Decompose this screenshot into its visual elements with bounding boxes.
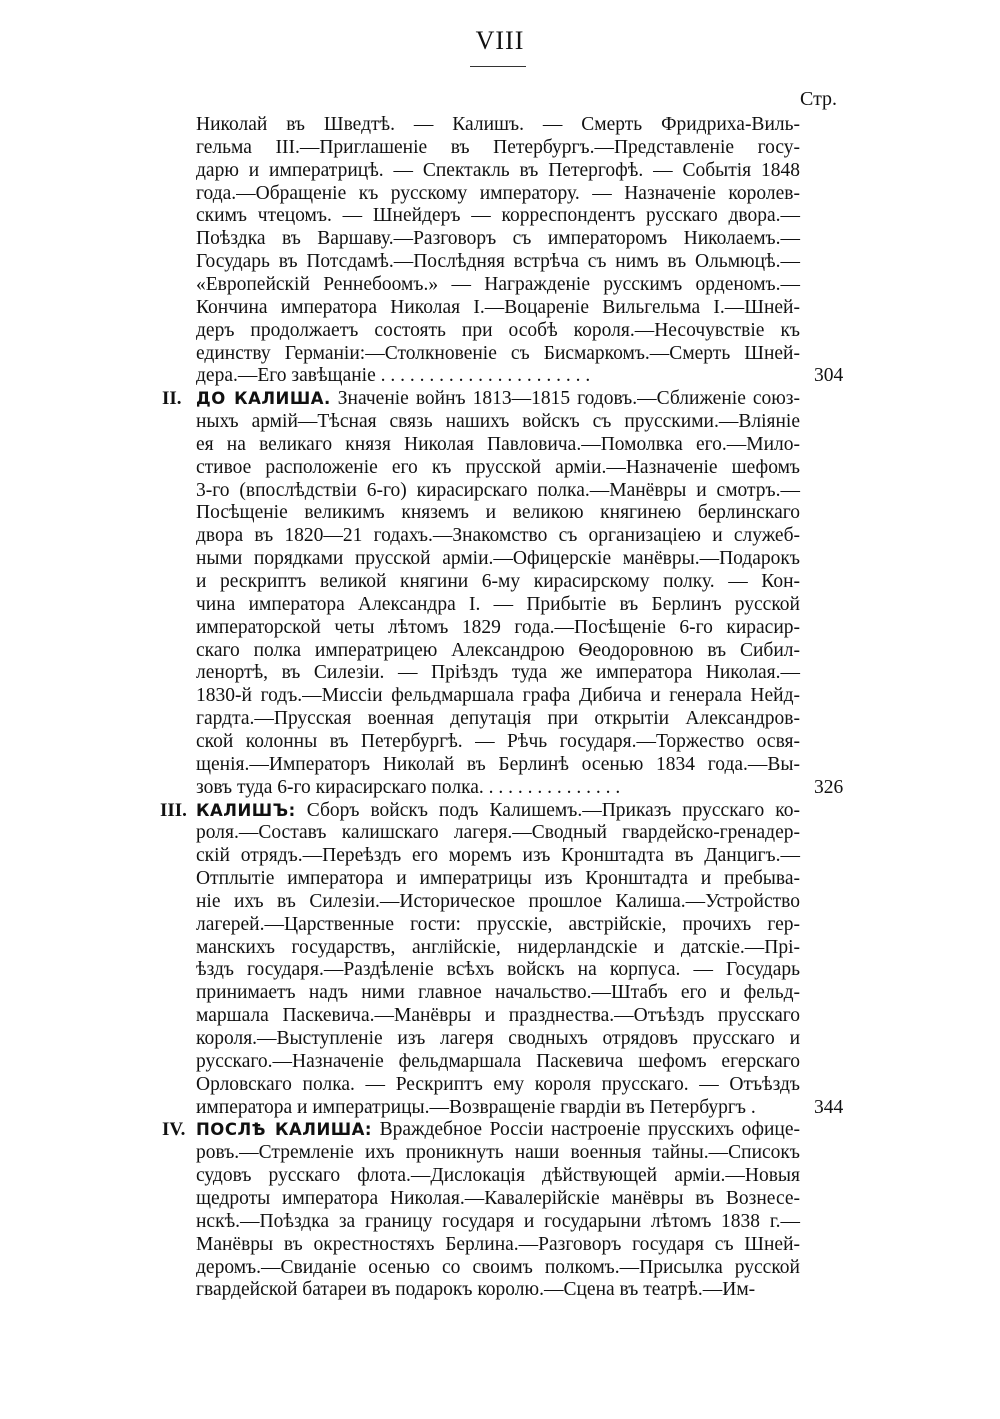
toc-line-text: принимаетъ надъ ними главное начальство.—Штабъ его и фельд-: [196, 982, 800, 1004]
toc-line-text: и рескриптъ великой княгини 6-му кирасирскому полку. — Кон-: [196, 571, 800, 592]
toc-line-text: судовъ русскаго флота.—Дислокація дѣйствующей арміи.—Новыя: [196, 1165, 800, 1187]
toc-line-text: дарю и императрицѣ. — Спектакль въ Петергофѣ. — Событія 1848: [196, 159, 800, 181]
header-rule: [470, 66, 526, 67]
toc-line-text: Орловскаго полка. — Рескриптъ ему короля прусскаго. — Отъѣздъ: [196, 1073, 800, 1095]
toc-line: [196, 867, 800, 891]
toc-line: [196, 1233, 800, 1257]
section-page-number: 326: [814, 776, 844, 798]
toc-line: [196, 433, 800, 457]
toc-line: [196, 913, 800, 937]
toc-line: [196, 1096, 800, 1120]
toc-line: [196, 799, 800, 823]
toc-line: [196, 1073, 800, 1097]
toc-line: [196, 570, 800, 594]
toc-line: [196, 684, 800, 708]
section-page-number: 304: [814, 365, 844, 387]
section-number: III.: [160, 799, 187, 821]
toc-line: [196, 1210, 800, 1234]
toc-line: [196, 981, 800, 1005]
toc-line-text: Отплытіе императора и императрицы изъ Кронштадта и пребыва-: [196, 868, 800, 890]
toc-line-text: деръ продолжаетъ состоять при особѣ короля.—Несочувствіе къ: [196, 319, 800, 341]
section-page-number: 344: [814, 1096, 844, 1118]
toc-line: [196, 410, 800, 434]
toc-line: [196, 661, 800, 685]
toc-line-text: ніе ихъ въ Силезіи.—Историческое прошлое Калиша.—Устройство: [196, 890, 800, 912]
toc-line-text: щенія.—Императоръ Николай въ Берлинѣ осенью 1834 года.—Вы-: [196, 753, 800, 775]
toc-line: [196, 616, 800, 640]
toc-line: [196, 1050, 800, 1074]
toc-line: [196, 159, 800, 183]
toc-line-text: Враждебное Россіи настроеніе прусскихъ офице-: [379, 1119, 800, 1141]
toc-line: [196, 936, 800, 960]
toc-line-text: Государь въ Потсдамѣ.—Послѣдняя встрѣча съ нимъ въ Ольмюцѣ.—: [196, 251, 800, 273]
toc-line-text: щедроты императора Николая.—Кавалерійскіе манёвры въ Вознесе-: [196, 1187, 800, 1209]
toc-line: [196, 958, 800, 982]
page-column-label: Стр.: [800, 88, 838, 110]
toc-line: [196, 250, 800, 274]
toc-line-text: Кончина императора Николая I.—Воцареніе Вильгельма I.—Шней-: [196, 296, 800, 318]
toc-line-text: Значеніе войнъ 1813—1815 годовъ.—Сближеніе союз-: [337, 388, 801, 410]
toc-line-text: скій отрядъ.—Переѣздъ его моремъ изъ Кронштадта въ Данцигъ.—: [196, 845, 800, 867]
toc-line-text: ныхъ армій—Тѣсная связь нашихъ войскъ съ прусскими.—Вліяніе: [196, 411, 800, 433]
toc-line-text: гвардейской батареи въ подарокъ королю.—Сцена въ театрѣ.—Им-: [196, 1279, 756, 1301]
toc-line-text: маршала Паскевича.—Манёвры и празднества.—Отъѣздъ прусскаго: [196, 1005, 800, 1027]
toc-line-text: чина императора Александра I. — Прибытіе въ Берлинъ русской: [196, 593, 800, 615]
toc-line: [196, 776, 800, 800]
toc-line-text: ровъ.—Стремленіе ихъ проникнуть наши военныя тайны.—Списокъ: [196, 1142, 800, 1164]
toc-line-text: стивое расположеніе его къ прусской арміи.—Назначеніе шефомъ: [196, 456, 800, 478]
toc-line: [196, 273, 800, 297]
toc-line-text: 3-го (впослѣдствіи 6-го) кирасирскаго полка.—Манёвры и смотръ.—: [196, 479, 800, 501]
toc-line: [196, 204, 800, 228]
toc-line-text: ѣздъ государя.—Раздѣленіе всѣхъ войскъ на корпуса. — Государь: [196, 959, 800, 981]
toc-line: [196, 1256, 800, 1280]
toc-line: [196, 593, 800, 617]
toc-line: [196, 1004, 800, 1028]
toc-line: [196, 182, 800, 206]
toc-line-text: 1830-й годъ.—Миссіи фельдмаршала графа Дибича и генерала Нейд-: [196, 685, 800, 707]
toc-line-text: ской колонны въ Петербургѣ. — Рѣчь государя.—Торжество освя-: [196, 730, 800, 752]
page-number: VIII: [475, 26, 525, 55]
toc-line: [196, 1187, 800, 1211]
section-number: II.: [162, 388, 182, 410]
toc-line-text: единству Германіи:—Столкновеніе съ Бисмаркомъ.—Смерть Шней-: [196, 342, 800, 364]
toc-line-text: гардта.—Прусская военная депутація при открытіи Александров-: [196, 708, 800, 730]
toc-line-text: манскихъ государствъ, англійскіе, нидерландскіе и датскіе.—Прі-: [196, 936, 800, 958]
toc-line-text: русскаго.—Назначеніе фельдмаршала Паскевича шефомъ егерскаго: [196, 1050, 800, 1072]
toc-line: [196, 1141, 800, 1165]
toc-line-text: скимъ чтецомъ. — Шнейдеръ — корреспондентъ русскаго двора.—: [196, 205, 800, 227]
toc-line-text: императорской четы лѣтомъ 1829 года.—Посѣщеніе 6-го кирасир-: [196, 616, 800, 638]
toc-line-text: скаго полка императрицею Александрою Ѳеодоровною въ Сибил-: [196, 639, 800, 661]
toc-line: [196, 296, 800, 320]
toc-line: [196, 1278, 800, 1302]
section-heading: КАЛИШЪ:: [196, 800, 296, 820]
toc-line-text: зовъ туда 6-го кирасирскаго полка. . . . . . . . . . . . . . .: [196, 776, 621, 798]
toc-line-text: Сборъ войскъ подъ Калишемъ.—Приказъ прусскаго ко-: [306, 799, 800, 821]
toc-line-text: года.—Обращеніе къ русскому императору. — Назначеніе королев-: [196, 182, 800, 204]
toc-line-text: дера.—Его завѣщаніе . . . . . . . . . . . . . . . . . . . . . .: [196, 365, 591, 387]
toc-line: [196, 639, 800, 663]
toc-line: [196, 707, 800, 731]
toc-line: [196, 113, 800, 137]
toc-line: [196, 136, 800, 160]
toc-line: [196, 456, 800, 480]
toc-line-text: деромъ.—Свиданіе осенью со своимъ полкомъ.—Присылка русской: [196, 1256, 800, 1278]
section-heading: ПОСЛѢ КАЛИША:: [196, 1120, 372, 1140]
toc-line: [196, 342, 800, 366]
toc-line-text: Посѣщеніе великимъ княземъ и великою княгинею берлинскаго: [196, 502, 800, 524]
toc-line: [196, 227, 800, 251]
toc-line: [196, 753, 800, 777]
toc-line-text: двора въ 1820—21 годахъ.—Знакомство съ организаціею и служеб-: [196, 525, 800, 547]
section-heading: ДО КАЛИША.: [196, 389, 331, 409]
toc-line: [196, 844, 800, 868]
toc-line: [196, 319, 800, 343]
toc-line: [196, 524, 800, 548]
toc-line-text: «Европейскій Реннебоомъ.» — Награжденіе русскимъ орденомъ.—: [196, 273, 800, 295]
toc-line: [196, 501, 800, 525]
toc-line-text: нскѣ.—Поѣздка за границу государя и государыни лѣтомъ 1838 г.—: [196, 1210, 800, 1232]
toc-line: [196, 387, 800, 411]
toc-line-text: ленортѣ, въ Силезіи. — Пріѣздъ туда же императора Николая.—: [196, 662, 800, 684]
toc-line: [196, 821, 800, 845]
toc-line-text: гельма III.—Приглашеніе въ Петербургъ.—Представленіе госу-: [196, 136, 800, 158]
toc-line-text: роля.—Составъ калишскаго лагеря.—Сводный гвардейско-гренадер-: [196, 822, 800, 844]
toc-line: [196, 547, 800, 571]
toc-line-text: Поѣздка въ Варшаву.—Разговоръ съ императоромъ Николаемъ.—: [196, 228, 800, 250]
toc-line: [196, 1118, 800, 1142]
toc-line: [196, 1164, 800, 1188]
toc-line-text: лагерей.—Царственные гости: прусскіе, австрійскіе, прочихъ гер-: [196, 913, 800, 935]
toc-line-text: короля.—Выступленіе изъ лагеря сводныхъ отрядовъ прусскаго и: [196, 1028, 800, 1049]
toc-line-text: Николай въ Шведтѣ. — Калишъ. — Смерть Фридриха-Виль-: [196, 114, 800, 135]
section-number: IV.: [162, 1119, 186, 1141]
toc-line-text: императора и императрицы.—Возвращеніе гвардіи въ Петербургъ .: [196, 1096, 756, 1118]
toc-line: [196, 364, 800, 388]
toc-line: [196, 730, 800, 754]
toc-line: [196, 479, 800, 503]
toc-line-text: ными порядками прусской арміи.—Офицерскіе манёвры.—Подарокъ: [196, 548, 800, 570]
toc-line: [196, 1027, 800, 1051]
toc-line-text: ея на великаго князя Николая Павловича.—Помолвка его.—Мило-: [196, 433, 800, 455]
toc-line-text: Манёвры въ окрестностяхъ Берлина.—Разговоръ государя съ Шней-: [196, 1233, 800, 1255]
toc-line: [196, 890, 800, 914]
